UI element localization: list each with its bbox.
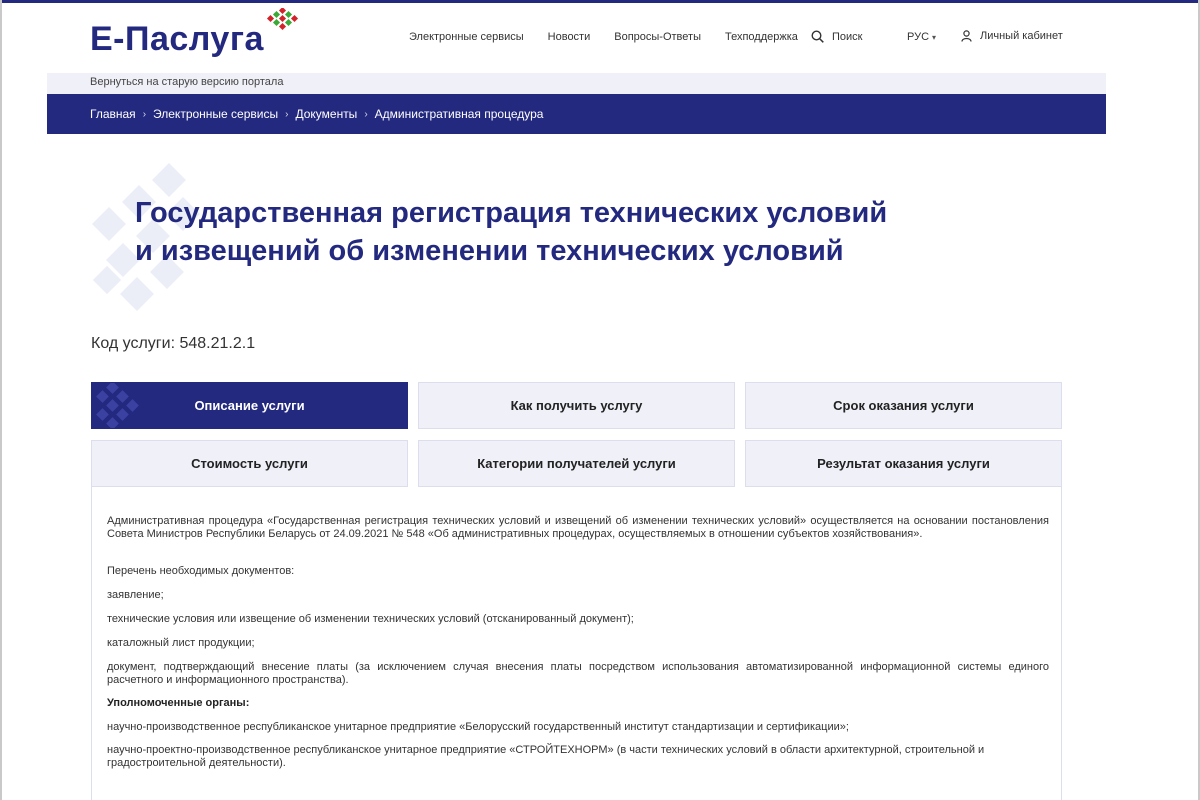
doc-item: каталожный лист продукции; [107, 637, 255, 649]
tab-how-to-get[interactable] [418, 382, 735, 429]
nav-news[interactable]: Новости [547, 31, 591, 43]
doc-item: документ, подтверждающий внесение платы (за исключением случая внесения платы посредством использования автоматизированной информационной системы единого расчетного и информационного пространства). [107, 661, 1049, 686]
service-code: Код услуги: 548.21.2.1 [91, 335, 256, 352]
user-icon [961, 30, 972, 42]
org-item: научно-производственное республиканское унитарное предприятие «Белорусский государственный институт стандартизации и сертификации»; [107, 721, 849, 733]
tab-content-panel [91, 487, 1062, 800]
chevron-down-icon: ▾ [932, 33, 937, 42]
personal-cabinet-link[interactable] [961, 30, 1063, 42]
language-select[interactable] [907, 31, 936, 43]
nav-support[interactable]: Техподдержка [724, 31, 798, 43]
page-title-line-2: и извещений об изменении технических условий [135, 235, 844, 267]
search-label: Поиск [832, 30, 863, 43]
doc-item: заявление; [107, 589, 164, 601]
main-nav [409, 31, 822, 43]
page-title-line-1: Государственная регистрация технических условий [135, 197, 888, 229]
nav-electronic-services[interactable]: Электронные сервисы [409, 31, 524, 43]
tab-duration-label: Срок оказания услуги [833, 398, 974, 413]
breadcrumb-separator-icon: › [285, 108, 289, 120]
breadcrumb-separator-icon: › [142, 108, 147, 120]
tab-result-label: Результат оказания услуги [817, 456, 990, 471]
tab-cost[interactable] [91, 440, 408, 487]
breadcrumb-electronic-services[interactable]: Электронные сервисы [153, 107, 279, 121]
breadcrumb-home[interactable]: Главная [90, 107, 136, 121]
search-icon [811, 30, 824, 43]
tab-description[interactable] [91, 382, 408, 429]
page-container [47, 0, 1106, 800]
tab-recipients-label: Категории получателей услуги [477, 456, 676, 471]
old-version-link[interactable]: Вернуться на старую версию портала [90, 76, 284, 88]
docs-heading: Перечень необходимых документов: [107, 565, 295, 577]
nav-faq[interactable]: Вопросы-Ответы [614, 31, 701, 43]
breadcrumb-current: Административная процедура [374, 107, 544, 121]
tab-duration[interactable] [745, 382, 1062, 429]
tab-decoration [92, 383, 140, 429]
window-left-border [0, 0, 2, 800]
breadcrumb-documents[interactable]: Документы [295, 107, 358, 121]
page-title [135, 194, 1075, 270]
tab-result[interactable] [745, 440, 1062, 487]
tab-cost-label: Стоимость услуги [191, 456, 308, 471]
site-header [47, 0, 1106, 73]
old-version-bar [47, 73, 1106, 94]
search-button[interactable] [811, 30, 862, 43]
orgs-heading: Уполномоченные органы: [107, 697, 250, 709]
site-logo[interactable]: Е-Паслуга [90, 20, 264, 58]
cabinet-label: Личный кабинет [980, 30, 1063, 42]
breadcrumb-separator-icon: › [364, 108, 368, 120]
breadcrumb [47, 94, 1106, 134]
doc-item: технические условия или извещение об изменении технических условий (отсканированный документ); [107, 613, 634, 625]
tab-recipients[interactable] [418, 440, 735, 487]
org-item: научно-проектно-производственное республиканское унитарное предприятие «СТРОЙТЕХНОРМ» (в части технических условий в области архитектурной, строительной и градостроительной деятельности). [107, 744, 985, 769]
language-label: РУС [907, 31, 930, 43]
tab-how-to-get-label: Как получить услугу [510, 398, 643, 413]
intro-paragraph: Административная процедура «Государственная регистрация технических условий и извещений об изменении технических условий» осуществляется на основании постановления Совета Министров Республики Беларусь от 24.09.2021 № 548 «Об административных процедурах, осуществляемых в отношении субъектов хозяйствования». [107, 515, 1049, 540]
tab-description-label: Описание услуги [194, 398, 305, 413]
logo-ornament-icon [265, 8, 299, 32]
